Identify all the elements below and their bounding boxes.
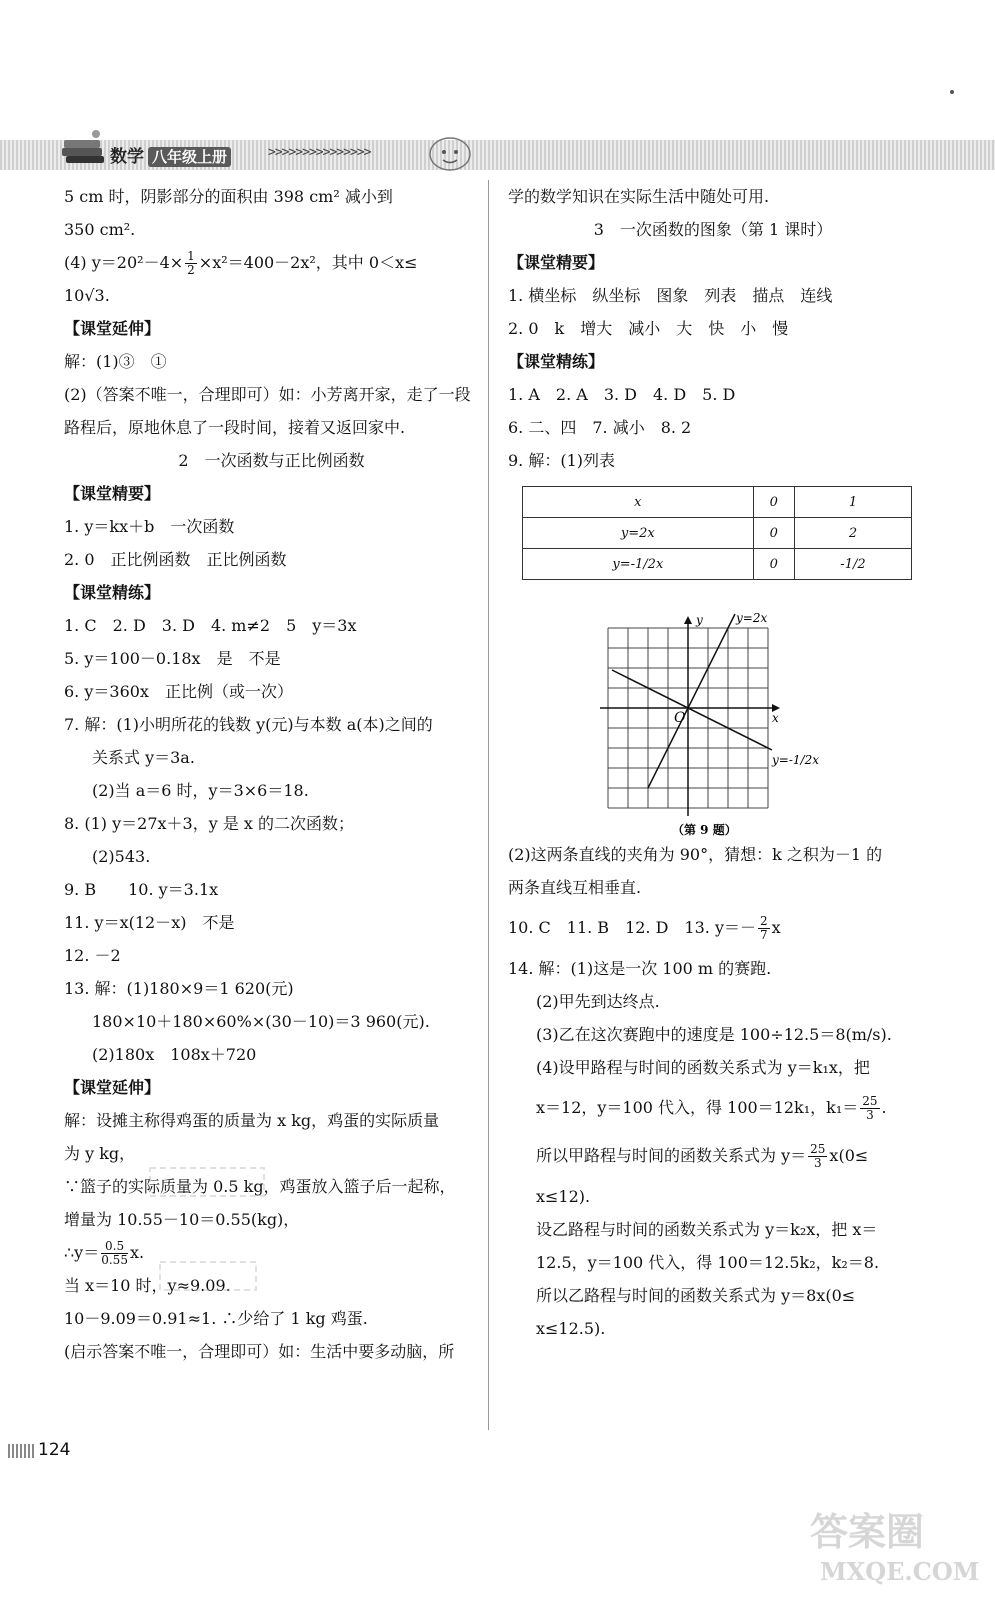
numerator: 2 <box>760 914 768 928</box>
table-cell: y=2x <box>523 518 754 549</box>
numerator: 25 <box>810 1142 826 1156</box>
denominator: 3 <box>866 1108 874 1122</box>
text-line <box>508 1132 918 1180</box>
numerator: 1 <box>187 249 195 263</box>
text-line: 所以乙路程与时间的函数关系式为 y＝8x(0≤ <box>536 1286 856 1305</box>
text-line: 1. 横坐标 纵坐标 图象 列表 描点 连线 <box>508 286 833 305</box>
scan-dot <box>950 90 954 94</box>
text-line: 9. B 10. y＝3.1x <box>64 880 219 899</box>
denominator: 0.55 <box>101 1253 128 1267</box>
text-line: 6. y＝360x 正比例（或一次） <box>64 682 293 701</box>
text-line: 5 cm 时，阴影部分的面积由 398 cm² 减小到 <box>64 187 393 206</box>
text-line: 路程后，原地休息了一段时间，接着又返回家中. <box>64 418 406 437</box>
text-line: 2. 0 k 增大 减小 大 快 小 慢 <box>508 319 789 338</box>
text-line: 1. A 2. A 3. D 4. D 5. D <box>508 385 736 404</box>
text-line: (4)设甲路程与时间的函数关系式为 y＝k₁x，把 <box>536 1058 870 1077</box>
text-line: x≤12). <box>536 1187 591 1206</box>
text-line <box>508 904 918 952</box>
fraction <box>185 250 197 277</box>
header-grade-tag: 八年级上册 <box>148 147 231 167</box>
line2-label: y=-1/2x <box>772 753 819 767</box>
text-line: 12. －2 <box>64 946 121 965</box>
watermark-logo <box>800 1500 980 1590</box>
fraction <box>101 1240 128 1267</box>
page-number-bars <box>8 1444 34 1458</box>
text-line <box>64 1236 479 1269</box>
text-line: 10√3. <box>64 286 110 305</box>
table-cell: -1/2 <box>794 549 911 580</box>
watermark-bottom-text: MXQE.COM <box>820 1557 980 1586</box>
page-number: 124 <box>38 1440 71 1460</box>
value-table <box>522 486 912 580</box>
text-line: (启示答案不唯一，合理即可）如：生活中要多动脑，所 <box>64 1342 455 1361</box>
fraction <box>808 1143 827 1170</box>
text-line: ∵篮子的实际质量为 0.5 kg，鸡蛋放入篮子后一起称， <box>64 1177 456 1196</box>
page-header <box>0 0 995 175</box>
y-axis-label: y <box>696 613 703 627</box>
section-heading: 【课堂精要】 <box>508 253 605 272</box>
text-line: 5. y＝100－0.18x 是 不是 <box>64 649 281 668</box>
denominator: 7 <box>760 928 768 942</box>
section-heading: 【课堂精要】 <box>64 484 161 503</box>
text-line: (3)乙在这次赛跑中的速度是 100÷12.5＝8(m/s). <box>536 1025 892 1044</box>
text-line: 11. y＝x(12－x) 不是 <box>64 913 235 932</box>
lesson-title: 2 一次函数与正比例函数 <box>178 451 365 470</box>
text-span: x. <box>129 1243 145 1262</box>
text-line: (2)（答案不唯一，合理即可）如：小芳离开家，走了一段 <box>64 385 471 404</box>
text-span: . <box>881 1098 887 1117</box>
header-arrows: >>>>>>>>>>>>>>> <box>268 145 371 160</box>
watermark-top-text: 答案圈 <box>810 1509 925 1554</box>
table-cell: 0 <box>753 518 794 549</box>
faint-stamp-mark <box>148 1162 266 1202</box>
table-cell: 1 <box>794 487 911 518</box>
text-line: (2)这两条直线的夹角为 90°，猜想：k 之积为－1 的 <box>508 845 883 864</box>
book-stack-icon <box>58 128 108 168</box>
section-heading: 【课堂延伸】 <box>64 1078 161 1097</box>
text-span: x＝12，y＝100 代入，得 100＝12k₁，k₁＝ <box>536 1098 859 1117</box>
text-line: 1. y＝kx＋b 一次函数 <box>64 517 235 536</box>
text-line: 9. 解：(1)列表 <box>508 451 616 470</box>
figure-caption: （第 9 题） <box>672 823 737 837</box>
lesson-title: 3 一次函数的图象（第 1 课时） <box>593 220 833 239</box>
text-span: 所以甲路程与时间的函数关系式为 y＝ <box>536 1146 807 1165</box>
origin-label: O <box>674 710 686 726</box>
denominator: 2 <box>187 263 195 277</box>
text-line: 13. 解：(1)180×9＝1 620(元) <box>64 979 294 998</box>
text-line: 学的数学知识在实际生活中随处可用. <box>508 187 770 206</box>
text-line: (2)甲先到达终点. <box>536 992 660 1011</box>
x-axis-label: x <box>772 711 779 725</box>
text-line: 关系式 y＝3a. <box>92 748 195 767</box>
column-divider <box>488 180 489 1430</box>
text-line: (2)当 a＝6 时，y＝3×6＝18. <box>92 781 309 800</box>
text-span: ×x²＝400－2x²，其中 0＜x≤ <box>198 253 418 272</box>
table-cell: 0 <box>753 487 794 518</box>
header-subject: 数学 <box>110 147 144 167</box>
header-title <box>110 142 231 167</box>
left-column <box>64 180 479 1368</box>
text-line: x≤12.5). <box>536 1319 606 1338</box>
text-line: 8. (1) y＝27x＋3，y 是 x 的二次函数； <box>64 814 355 833</box>
table-cell: 0 <box>753 549 794 580</box>
text-line: 增量为 10.55－10＝0.55(kg)， <box>64 1210 300 1229</box>
text-line: 7. 解：(1)小明所花的钱数 y(元)与本数 a(本)之间的 <box>64 715 433 734</box>
right-column-continued <box>508 838 918 1345</box>
table-cell: y=-1/2x <box>523 549 754 580</box>
text-line: 6. 二、四 7. 减小 8. 2 <box>508 418 692 437</box>
right-column <box>508 180 918 477</box>
faint-stamp-mark <box>158 1258 258 1294</box>
fraction <box>758 915 770 942</box>
line-y-2x <box>648 614 735 788</box>
text-line: (2)180x 108x＋720 <box>92 1045 257 1064</box>
header-cartoon-icon <box>425 128 475 173</box>
text-line: 为 y kg， <box>64 1144 136 1163</box>
text-line: 14. 解：(1)这是一次 100 m 的赛跑. <box>508 959 772 978</box>
text-line: 2. 0 正比例函数 正比例函数 <box>64 550 287 569</box>
section-heading: 【课堂精练】 <box>508 352 605 371</box>
table-cell: x <box>523 487 754 518</box>
text-span: x(0≤ <box>829 1146 869 1165</box>
text-span: x <box>771 918 781 937</box>
function-graph <box>590 610 850 840</box>
text-line <box>508 1084 918 1132</box>
text-line: 180×10＋180×60%×(30－10)＝3 960(元). <box>92 1012 430 1031</box>
text-line: 解：(1)③ ① <box>64 352 167 371</box>
text-span: ∴y＝ <box>64 1243 100 1262</box>
line1-label: y=2x <box>736 611 768 625</box>
text-line <box>64 246 479 279</box>
text-line: 设乙路程与时间的函数关系式为 y＝k₂x，把 x＝ <box>536 1220 878 1239</box>
text-line: 12.5，y＝100 代入，得 100＝12.5k₂，k₂＝8. <box>536 1253 880 1272</box>
table-row <box>523 518 912 549</box>
y-axis-arrow-icon <box>684 616 692 624</box>
numerator: 25 <box>862 1094 878 1108</box>
text-line: (2)543. <box>92 847 151 866</box>
table-cell: 2 <box>794 518 911 549</box>
numerator: 0.5 <box>101 1240 128 1254</box>
text-line: 当 x＝10 时，y≈9.09. <box>64 1276 231 1295</box>
table-row <box>523 549 912 580</box>
text-line: 10－9.09＝0.91≈1. ∴少给了 1 kg 鸡蛋. <box>64 1309 368 1328</box>
denominator: 3 <box>813 1156 822 1170</box>
fraction <box>860 1095 879 1122</box>
text-span: (4) y＝20²－4× <box>64 253 184 272</box>
text-line: 1. C 2. D 3. D 4. m≠2 5 y＝3x <box>64 616 357 635</box>
text-line: 两条直线互相垂直. <box>508 878 642 897</box>
table-row <box>523 487 912 518</box>
section-heading: 【课堂精练】 <box>64 583 161 602</box>
section-heading: 【课堂延伸】 <box>64 319 161 338</box>
text-span: 10. C 11. B 12. D 13. y＝－ <box>508 918 756 937</box>
text-line: 350 cm². <box>64 220 136 239</box>
text-line: 解：设摊主称得鸡蛋的质量为 x kg，鸡蛋的实际质量 <box>64 1111 440 1130</box>
